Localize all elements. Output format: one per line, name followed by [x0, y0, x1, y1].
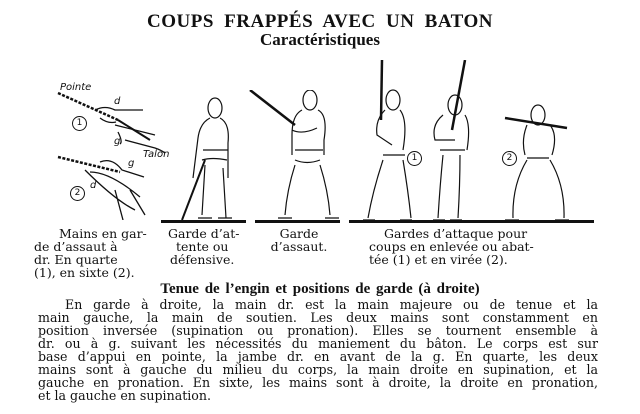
garde-attente-caption: Garde d’at- tente ou défensive.: [168, 226, 240, 267]
assault-figure-drawing: [240, 90, 350, 222]
marker-2-icon: 2: [70, 186, 85, 201]
attack-figures-drawing: [355, 60, 600, 222]
marker-2-icon: 2: [502, 151, 517, 166]
pointe-label: Pointe: [60, 82, 92, 93]
d-label-2: d: [90, 180, 97, 191]
garde-assaut-caption: Garde d’assaut.: [270, 226, 328, 254]
page-title: COUPS FRAPPÉS AVEC UN BATON: [147, 11, 493, 32]
body-paragraph: [38, 298, 598, 402]
marker-1-icon: 1: [72, 116, 87, 131]
garde-attente-illustration: [160, 90, 250, 222]
paragraph-line: mains sont à gauche du milieu du corps, la main droite en supination, et la: [38, 362, 598, 377]
talon-label: Talon: [143, 149, 170, 160]
d-label-1: d: [114, 96, 121, 107]
section-title: Tenue de l’engin et positions de garde (à droite): [160, 281, 480, 297]
paragraph-line: gauche en pronation. En sixte, les mains sont à droite, la droite en pronation,: [38, 375, 598, 390]
gardes-attaque-illustration: [355, 60, 600, 222]
gardes-attaque-caption: Gardes d’attaque pour coups en enlevée ou abat- tée (1) et en virée (2).: [369, 226, 534, 267]
standing-figure-drawing: [160, 90, 250, 222]
garde-assaut-illustration: [240, 90, 350, 222]
paragraph-line: et la gauche en supination.: [38, 388, 211, 403]
g-label-2: g: [128, 158, 135, 169]
hand-grip-illustration: [0, 60, 170, 220]
paragraph-line: main gauche, la main de soutien. Les deux mains sont constamment en: [38, 310, 598, 325]
ground-line-3: [349, 220, 594, 223]
ground-line-2: [255, 220, 340, 223]
ground-line-1: [161, 220, 246, 223]
page-subtitle: Caractéristiques: [260, 30, 380, 49]
paragraph-line: dr. ou à g. suivant les nécessités du maniement du bâton. Le corps est sur: [38, 336, 598, 351]
marker-1-icon: 1: [407, 151, 422, 166]
paragraph-line: position inversée (supination ou pronation). Elles se tournent ensemble à: [38, 323, 598, 338]
paragraph-line: base d’appui en pointe, la jambe dr. en avant de la g. En quarte, les deux: [38, 349, 598, 364]
hand-grip-caption: Mains en gar- de d’assaut à dr. En quarte (1), en sixte (2).: [34, 226, 147, 280]
paragraph-line: En garde à droite, la main dr. est la main majeure ou de tenue et la: [65, 297, 598, 312]
g-label-1: g: [114, 136, 121, 147]
